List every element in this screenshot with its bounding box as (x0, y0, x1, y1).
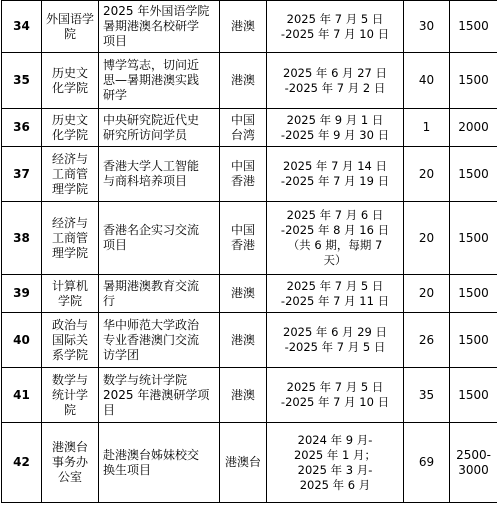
table-row (2, 423, 497, 503)
dates-cell: 2025 年 7 月 5 日 -2025 年 7 月 10 日 (267, 1, 404, 53)
count-cell: 69 (404, 423, 450, 503)
count-cell: 26 (404, 313, 450, 368)
dates-cell: 2025 年 9 月 1 日 -2025 年 9 月 30 日 (267, 109, 404, 147)
project-cell: 香港名企实习交流 项目 (99, 202, 220, 275)
college-cell: 经济与 工商管 理学院 (42, 147, 99, 202)
college-cell: 外国语学院 (42, 1, 99, 53)
count-cell: 40 (404, 53, 450, 109)
project-cell: 2025 年外国语学院 暑期港澳名校研学 项目 (99, 1, 220, 53)
count-cell: 20 (404, 275, 450, 313)
dates-cell: 2025 年 7 月 5 日 -2025 年 7 月 10 日 (267, 368, 404, 423)
count-cell: 20 (404, 147, 450, 202)
project-cell: 华中师范大学政治 专业香港澳门交流 访学团 (99, 313, 220, 368)
dates-cell: 2025 年 7 月 6 日 -2025 年 8 月 16 日 （共 6 期，每期 7 天） (267, 202, 404, 275)
project-cell: 暑期港澳教育交流 行 (99, 275, 220, 313)
table-row (2, 313, 497, 368)
amount-cell: 1500 (450, 275, 497, 313)
table-row (2, 275, 497, 313)
amount-cell: 1500 (450, 53, 497, 109)
project-cell: 博学笃志，切问近 思—暑期港澳实践 研学 (99, 53, 220, 109)
project-cell: 赴港澳台姊妹校交 换生项目 (99, 423, 220, 503)
row-number: 35 (2, 53, 42, 109)
row-number: 39 (2, 275, 42, 313)
college-cell: 经济与 工商管 理学院 (42, 202, 99, 275)
amount-cell: 1500 (450, 202, 497, 275)
row-number: 36 (2, 109, 42, 147)
count-cell: 35 (404, 368, 450, 423)
location-cell: 港澳 (220, 368, 267, 423)
college-cell: 计算机 学院 (42, 275, 99, 313)
college-cell: 数学与 统计学 院 (42, 368, 99, 423)
amount-cell: 2000 (450, 109, 497, 147)
location-cell: 中国 台湾 (220, 109, 267, 147)
count-cell: 1 (404, 109, 450, 147)
amount-cell: 1500 (450, 1, 497, 53)
location-cell: 港澳 (220, 53, 267, 109)
row-number: 37 (2, 147, 42, 202)
college-cell: 政治与 国际关 系学院 (42, 313, 99, 368)
location-cell: 港澳 (220, 313, 267, 368)
count-cell: 30 (404, 1, 450, 53)
table-row (2, 202, 497, 275)
table-row (2, 1, 497, 53)
amount-cell: 1500 (450, 147, 497, 202)
amount-cell: 1500 (450, 368, 497, 423)
location-cell: 中国 香港 (220, 147, 267, 202)
dates-cell: 2025 年 6 月 29 日 -2025 年 7 月 5 日 (267, 313, 404, 368)
table-row (2, 109, 497, 147)
table-body (2, 1, 497, 503)
college-cell: 历史文 化学院 (42, 53, 99, 109)
dates-cell: 2025 年 7 月 5 日 -2025 年 7 月 11 日 (267, 275, 404, 313)
row-number: 34 (2, 1, 42, 53)
table-row (2, 147, 497, 202)
dates-cell: 2024 年 9 月- 2025 年 1 月； 2025 年 3 月- 2025 年 6 月 (267, 423, 404, 503)
count-cell: 20 (404, 202, 450, 275)
college-cell: 历史文 化学院 (42, 109, 99, 147)
location-cell: 中国 香港 (220, 202, 267, 275)
amount-cell: 1500 (450, 313, 497, 368)
project-cell: 数学与统计学院 2025 年港澳研学项 目 (99, 368, 220, 423)
project-cell: 中央研究院近代史 研究所访问学员 (99, 109, 220, 147)
exchange-program-table (1, 0, 497, 503)
location-cell: 港澳 (220, 275, 267, 313)
project-cell: 香港大学人工智能 与商科培养项目 (99, 147, 220, 202)
table-row (2, 53, 497, 109)
row-number: 40 (2, 313, 42, 368)
row-number: 38 (2, 202, 42, 275)
row-number: 42 (2, 423, 42, 503)
location-cell: 港澳台 (220, 423, 267, 503)
dates-cell: 2025 年 7 月 14 日 -2025 年 7 月 19 日 (267, 147, 404, 202)
location-cell: 港澳 (220, 1, 267, 53)
table-row (2, 368, 497, 423)
dates-cell: 2025 年 6 月 27 日 -2025 年 7 月 2 日 (267, 53, 404, 109)
college-cell: 港澳台 事务办 公室 (42, 423, 99, 503)
row-number: 41 (2, 368, 42, 423)
amount-cell: 2500- 3000 (450, 423, 497, 503)
